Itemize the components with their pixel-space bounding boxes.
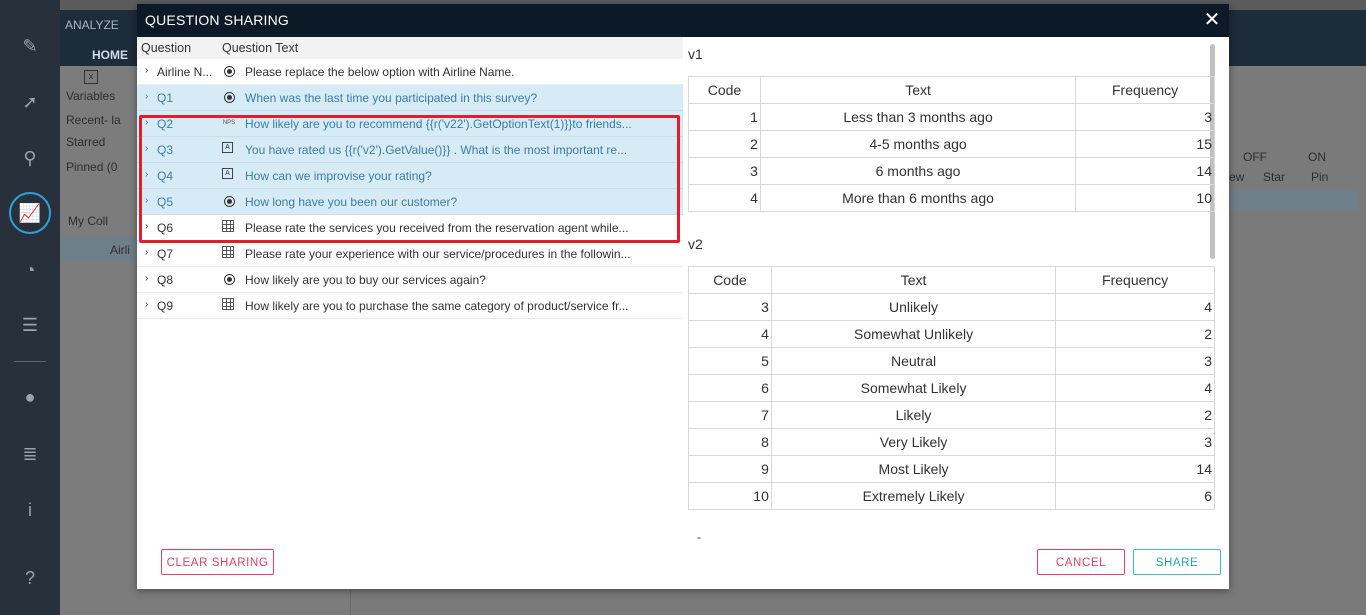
- code-cell: 3: [689, 294, 772, 321]
- chevron-right-icon[interactable]: ›: [145, 169, 149, 180]
- question-id: Q1: [157, 91, 174, 105]
- question-id: Q5: [157, 195, 174, 209]
- text-cell: Very Likely: [771, 429, 1055, 456]
- table-row: [689, 429, 1215, 456]
- question-text: Please rate your experience with our service/procedures in the followin...: [245, 247, 631, 261]
- question-id: Airline N...: [157, 65, 213, 79]
- question-id: Q3: [157, 143, 174, 157]
- frequency-cell: 14: [1056, 456, 1215, 483]
- variables-label[interactable]: Variables: [66, 89, 116, 103]
- dashboard-icon[interactable]: ◔: [24, 260, 36, 280]
- chevron-right-icon[interactable]: ›: [145, 247, 149, 258]
- question-row[interactable]: [137, 163, 683, 189]
- code-header: Code: [689, 267, 772, 294]
- text-cell: Extremely Likely: [771, 483, 1055, 510]
- question-text: Please replace the below option with Airline Name.: [245, 65, 515, 79]
- grid-icon: [222, 246, 234, 258]
- question-row[interactable]: [137, 85, 683, 111]
- question-text: How likely are you to recommend {{r('v22').GetOptionText(1)}}to friends...: [245, 117, 632, 131]
- question-text: When was the last time you participated in this survey?: [245, 91, 538, 105]
- text-box-icon: A: [222, 142, 233, 153]
- right-toolbar: [1229, 66, 1366, 615]
- table-row: [689, 402, 1215, 429]
- question-text-column-header: Question Text: [222, 41, 299, 55]
- table-row: [689, 185, 1215, 212]
- user-icon[interactable]: ●: [24, 387, 36, 407]
- nps-icon: NPS: [222, 120, 236, 126]
- frequency-cell: 3: [1056, 348, 1215, 375]
- frequency-cell: 10: [1076, 185, 1215, 212]
- code-cell: 7: [689, 402, 772, 429]
- edit-icon[interactable]: ✎: [22, 36, 38, 56]
- chevron-right-icon[interactable]: ›: [145, 143, 149, 154]
- frequency-cell: 3: [1056, 429, 1215, 456]
- airline-item-label[interactable]: Airli: [110, 243, 130, 257]
- code-cell: 9: [689, 456, 772, 483]
- question-text: How likely are you to buy our services again?: [245, 273, 486, 287]
- text-cell: Somewhat Unlikely: [771, 321, 1055, 348]
- code-cell: 10: [689, 483, 772, 510]
- table-header-row: [689, 77, 1215, 104]
- grid-icon: [222, 298, 234, 310]
- dialog-header: [137, 4, 1229, 37]
- pinned-label[interactable]: Pinned (0: [66, 160, 118, 174]
- chevron-right-icon[interactable]: ›: [145, 221, 149, 232]
- question-text: How likely are you to purchase the same category of product/service fr...: [245, 299, 629, 313]
- table-row: [689, 348, 1215, 375]
- rail-divider: [14, 361, 46, 362]
- text-cell: Less than 3 months ago: [760, 104, 1075, 131]
- code-cell: 2: [689, 131, 761, 158]
- frequency-cell: 4: [1056, 294, 1215, 321]
- code-cell: 6: [689, 375, 772, 402]
- close-icon[interactable]: ✕: [1203, 9, 1221, 31]
- cancel-button[interactable]: CANCEL: [1037, 549, 1125, 575]
- chevron-right-icon[interactable]: ›: [145, 299, 149, 310]
- question-id: Q6: [157, 221, 174, 235]
- recent-label[interactable]: Recent- la: [66, 113, 121, 127]
- my-collection-label[interactable]: My Coll: [68, 214, 109, 228]
- text-cell: Unlikely: [771, 294, 1055, 321]
- question-id: Q8: [157, 273, 174, 287]
- radio-icon: [224, 66, 235, 77]
- frequency-cell: 14: [1076, 158, 1215, 185]
- question-list: [137, 37, 683, 313]
- code-header: Code: [689, 77, 761, 104]
- question-id: Q9: [157, 299, 174, 313]
- chevron-right-icon[interactable]: ›: [145, 195, 149, 206]
- list-icon[interactable]: ☰: [21, 315, 39, 335]
- v2-label: v2: [688, 236, 703, 252]
- table-header-row: [689, 267, 1215, 294]
- text-cell: Somewhat Likely: [771, 375, 1055, 402]
- table-row: [689, 158, 1215, 185]
- code-cell: 5: [689, 348, 772, 375]
- question-row[interactable]: [137, 111, 683, 137]
- frequency-cell: 2: [1056, 402, 1215, 429]
- chevron-right-icon[interactable]: ›: [145, 273, 149, 284]
- table-row: [689, 294, 1215, 321]
- question-text: How can we improvise your rating?: [245, 169, 432, 183]
- code-cell: 3: [689, 158, 761, 185]
- question-column-header: Question: [141, 41, 192, 55]
- frequency-cell: 4: [1056, 375, 1215, 402]
- v1-label: v1: [688, 46, 703, 62]
- database-icon[interactable]: ≣: [22, 444, 38, 464]
- question-row[interactable]: [137, 137, 683, 163]
- question-rows: [137, 59, 683, 319]
- grid-icon: [222, 220, 234, 232]
- filter-status[interactable]: OFF: [1243, 150, 1267, 164]
- info-icon[interactable]: i: [28, 500, 32, 520]
- dialog-title: QUESTION SHARING: [145, 12, 289, 28]
- question-row[interactable]: [137, 59, 683, 85]
- selected-table-row[interactable]: [1229, 190, 1358, 212]
- text-cell: 6 months ago: [760, 158, 1075, 185]
- frequency-header: Frequency: [1056, 267, 1215, 294]
- question-row[interactable]: [137, 189, 683, 215]
- question-id: Q2: [157, 117, 174, 131]
- text-box-icon: A: [222, 168, 233, 179]
- pin-label[interactable]: Pin: [1311, 170, 1329, 184]
- section-title: ANALYZE: [65, 18, 119, 32]
- frequency-header: Frequency: [1076, 77, 1215, 104]
- frequency-cell: 3: [1076, 104, 1215, 131]
- radio-icon: [224, 274, 235, 285]
- chevron-right-icon[interactable]: ›: [145, 117, 149, 128]
- question-row[interactable]: [137, 293, 683, 319]
- analytics-icon[interactable]: 📈: [9, 192, 51, 234]
- search-icon[interactable]: ⚲: [23, 148, 37, 168]
- code-cell: 4: [689, 321, 772, 348]
- radio-icon: [224, 92, 235, 103]
- radio-icon: [224, 196, 235, 207]
- question-text: How long have you been our customer?: [245, 195, 458, 209]
- code-cell: 4: [689, 185, 761, 212]
- text-cell: Most Likely: [771, 456, 1055, 483]
- frequency-cell: 15: [1076, 131, 1215, 158]
- frequency-cell: 2: [1056, 321, 1215, 348]
- code-cell: 8: [689, 429, 772, 456]
- table-row: [689, 321, 1215, 348]
- text-cell: 4-5 months ago: [760, 131, 1075, 158]
- text-header: Text: [771, 267, 1055, 294]
- question-id: Q7: [157, 247, 174, 261]
- frequency-panel: [687, 42, 1217, 542]
- question-sharing-dialog: [137, 4, 1229, 589]
- more-indicator: -: [697, 530, 701, 542]
- text-cell: Likely: [771, 402, 1055, 429]
- chevron-right-icon[interactable]: ›: [145, 65, 149, 76]
- text-header: Text: [760, 77, 1075, 104]
- tab-home[interactable]: HOME: [92, 48, 128, 62]
- star-label[interactable]: Star: [1263, 170, 1286, 184]
- question-id: Q4: [157, 169, 174, 183]
- clear-sharing-button[interactable]: CLEAR SHARING: [161, 549, 274, 575]
- table-row: [689, 104, 1215, 131]
- share-status[interactable]: ON: [1308, 150, 1326, 164]
- variables-icon: x: [84, 70, 98, 84]
- help-icon[interactable]: ?: [24, 568, 35, 588]
- table-row: [689, 456, 1215, 483]
- starred-label[interactable]: Starred: [66, 135, 106, 149]
- table-row: [689, 375, 1215, 402]
- table-row: [689, 483, 1215, 510]
- frequency-cell: 6: [1056, 483, 1215, 510]
- v1-frequency-table: [688, 76, 1215, 212]
- view-label: ew: [1229, 170, 1245, 184]
- rocket-icon[interactable]: ➚: [22, 92, 38, 112]
- question-row[interactable]: [137, 267, 683, 293]
- share-button[interactable]: SHARE: [1133, 549, 1221, 575]
- question-text: Please rate the services you received from the reservation agent while...: [245, 221, 629, 235]
- nav-rail: [0, 0, 60, 615]
- question-row[interactable]: [137, 215, 683, 241]
- question-row[interactable]: [137, 241, 683, 267]
- question-text: You have rated us {{r('v2').GetValue()}} . What is the most important re...: [245, 143, 628, 157]
- v2-frequency-table: [688, 266, 1215, 510]
- text-cell: Neutral: [771, 348, 1055, 375]
- table-row: [689, 131, 1215, 158]
- text-cell: More than 6 months ago: [760, 185, 1075, 212]
- question-list-header: [137, 37, 683, 59]
- chevron-right-icon[interactable]: ›: [145, 91, 149, 102]
- code-cell: 1: [689, 104, 761, 131]
